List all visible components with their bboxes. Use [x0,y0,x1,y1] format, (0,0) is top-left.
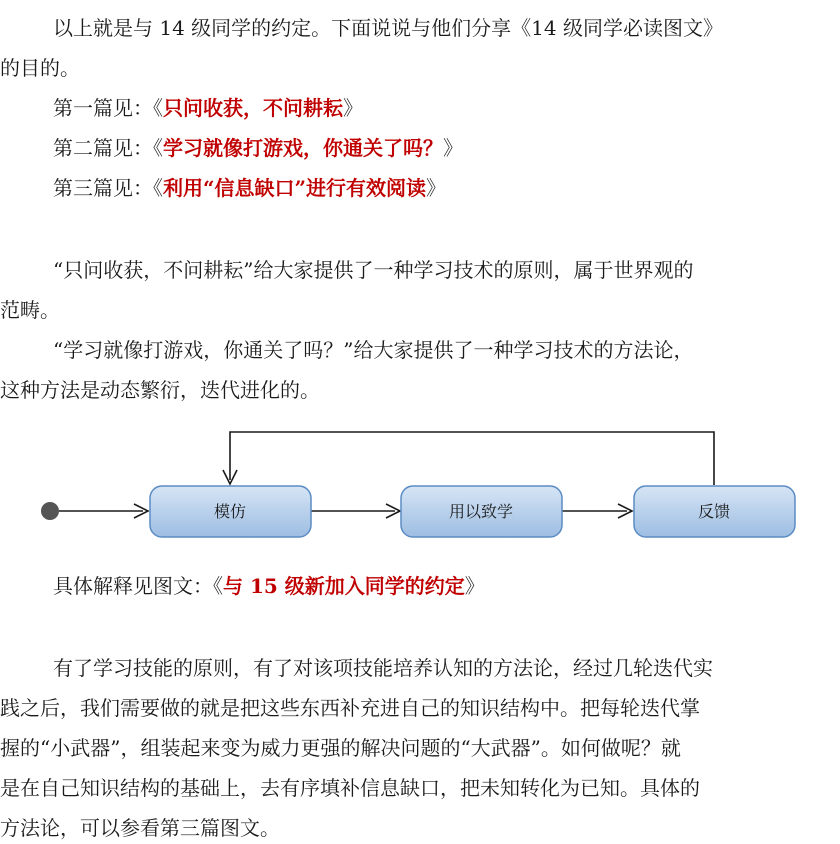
paragraph-line-2: 的目的。 [0,56,80,80]
node-label-apply: 用以致学 [448,502,514,521]
reference-prefix: 第三篇见：《 [53,176,163,200]
paragraph-line-7: 范畴。 [0,298,60,322]
article-link-4[interactable]: 与 15 级新加入同学的约定 [223,574,465,598]
paragraph-line-13: 握的“小武器”，组装起来变为威力更强的解决问题的“大武器”。如何做呢？就 [0,736,681,760]
article-link-3[interactable]: 利用“信息缺口”进行有效阅读 [163,176,427,200]
node-imitate [150,486,311,537]
paragraph-line-14: 是在自己知识结构的基础上，去有序填补信息缺口，把未知转化为已知。具体的 [0,776,700,800]
reference-suffix: 》 [464,574,485,598]
node-feedback [634,486,795,537]
paragraph-line-9: 这种方法是动态繁衍，迭代进化的。 [0,378,320,402]
node-apply [401,486,562,537]
node-label-imitate: 模仿 [213,502,247,521]
paragraph-line-1: 以上就是与 14 级同学的约定。下面说说与他们分享《14 级同学必读图文》 [53,16,723,40]
reference-prefix: 具体解释见图文：《 [53,574,223,598]
paragraph-line-12: 践之后，我们需要做的就是把这些东西补充进自己的知识结构中。把每轮迭代掌 [0,696,700,720]
paragraph-line-11: 有了学习技能的原则，有了对该项技能培养认知的方法论，经过几轮迭代实 [53,656,713,680]
reference-line-4 [0,572,840,600]
article-link-1[interactable]: 只问收获，不问耕耘 [163,96,343,120]
reference-prefix: 第一篇见：《 [53,96,163,120]
feedback-loop-arrow [230,432,714,485]
article-link-2[interactable]: 学习就像打游戏，你通关了吗？ [163,136,443,160]
paragraph-line-8: “学习就像打游戏，你通关了吗？”给大家提供了一种学习技术的方法论， [53,338,694,362]
reference-suffix: 》 [343,96,363,120]
reference-prefix: 第二篇见：《 [53,136,163,160]
paragraph-line-15: 方法论，可以参看第三篇图文。 [0,816,280,840]
reference-suffix: 》 [443,136,463,160]
node-label-feedback: 反馈 [697,502,731,521]
reference-suffix: 》 [426,176,447,200]
start-node [41,502,59,520]
paragraph-line-6: “只问收获，不问耕耘”给大家提供了一种学习技术的原则，属于世界观的 [53,258,694,282]
